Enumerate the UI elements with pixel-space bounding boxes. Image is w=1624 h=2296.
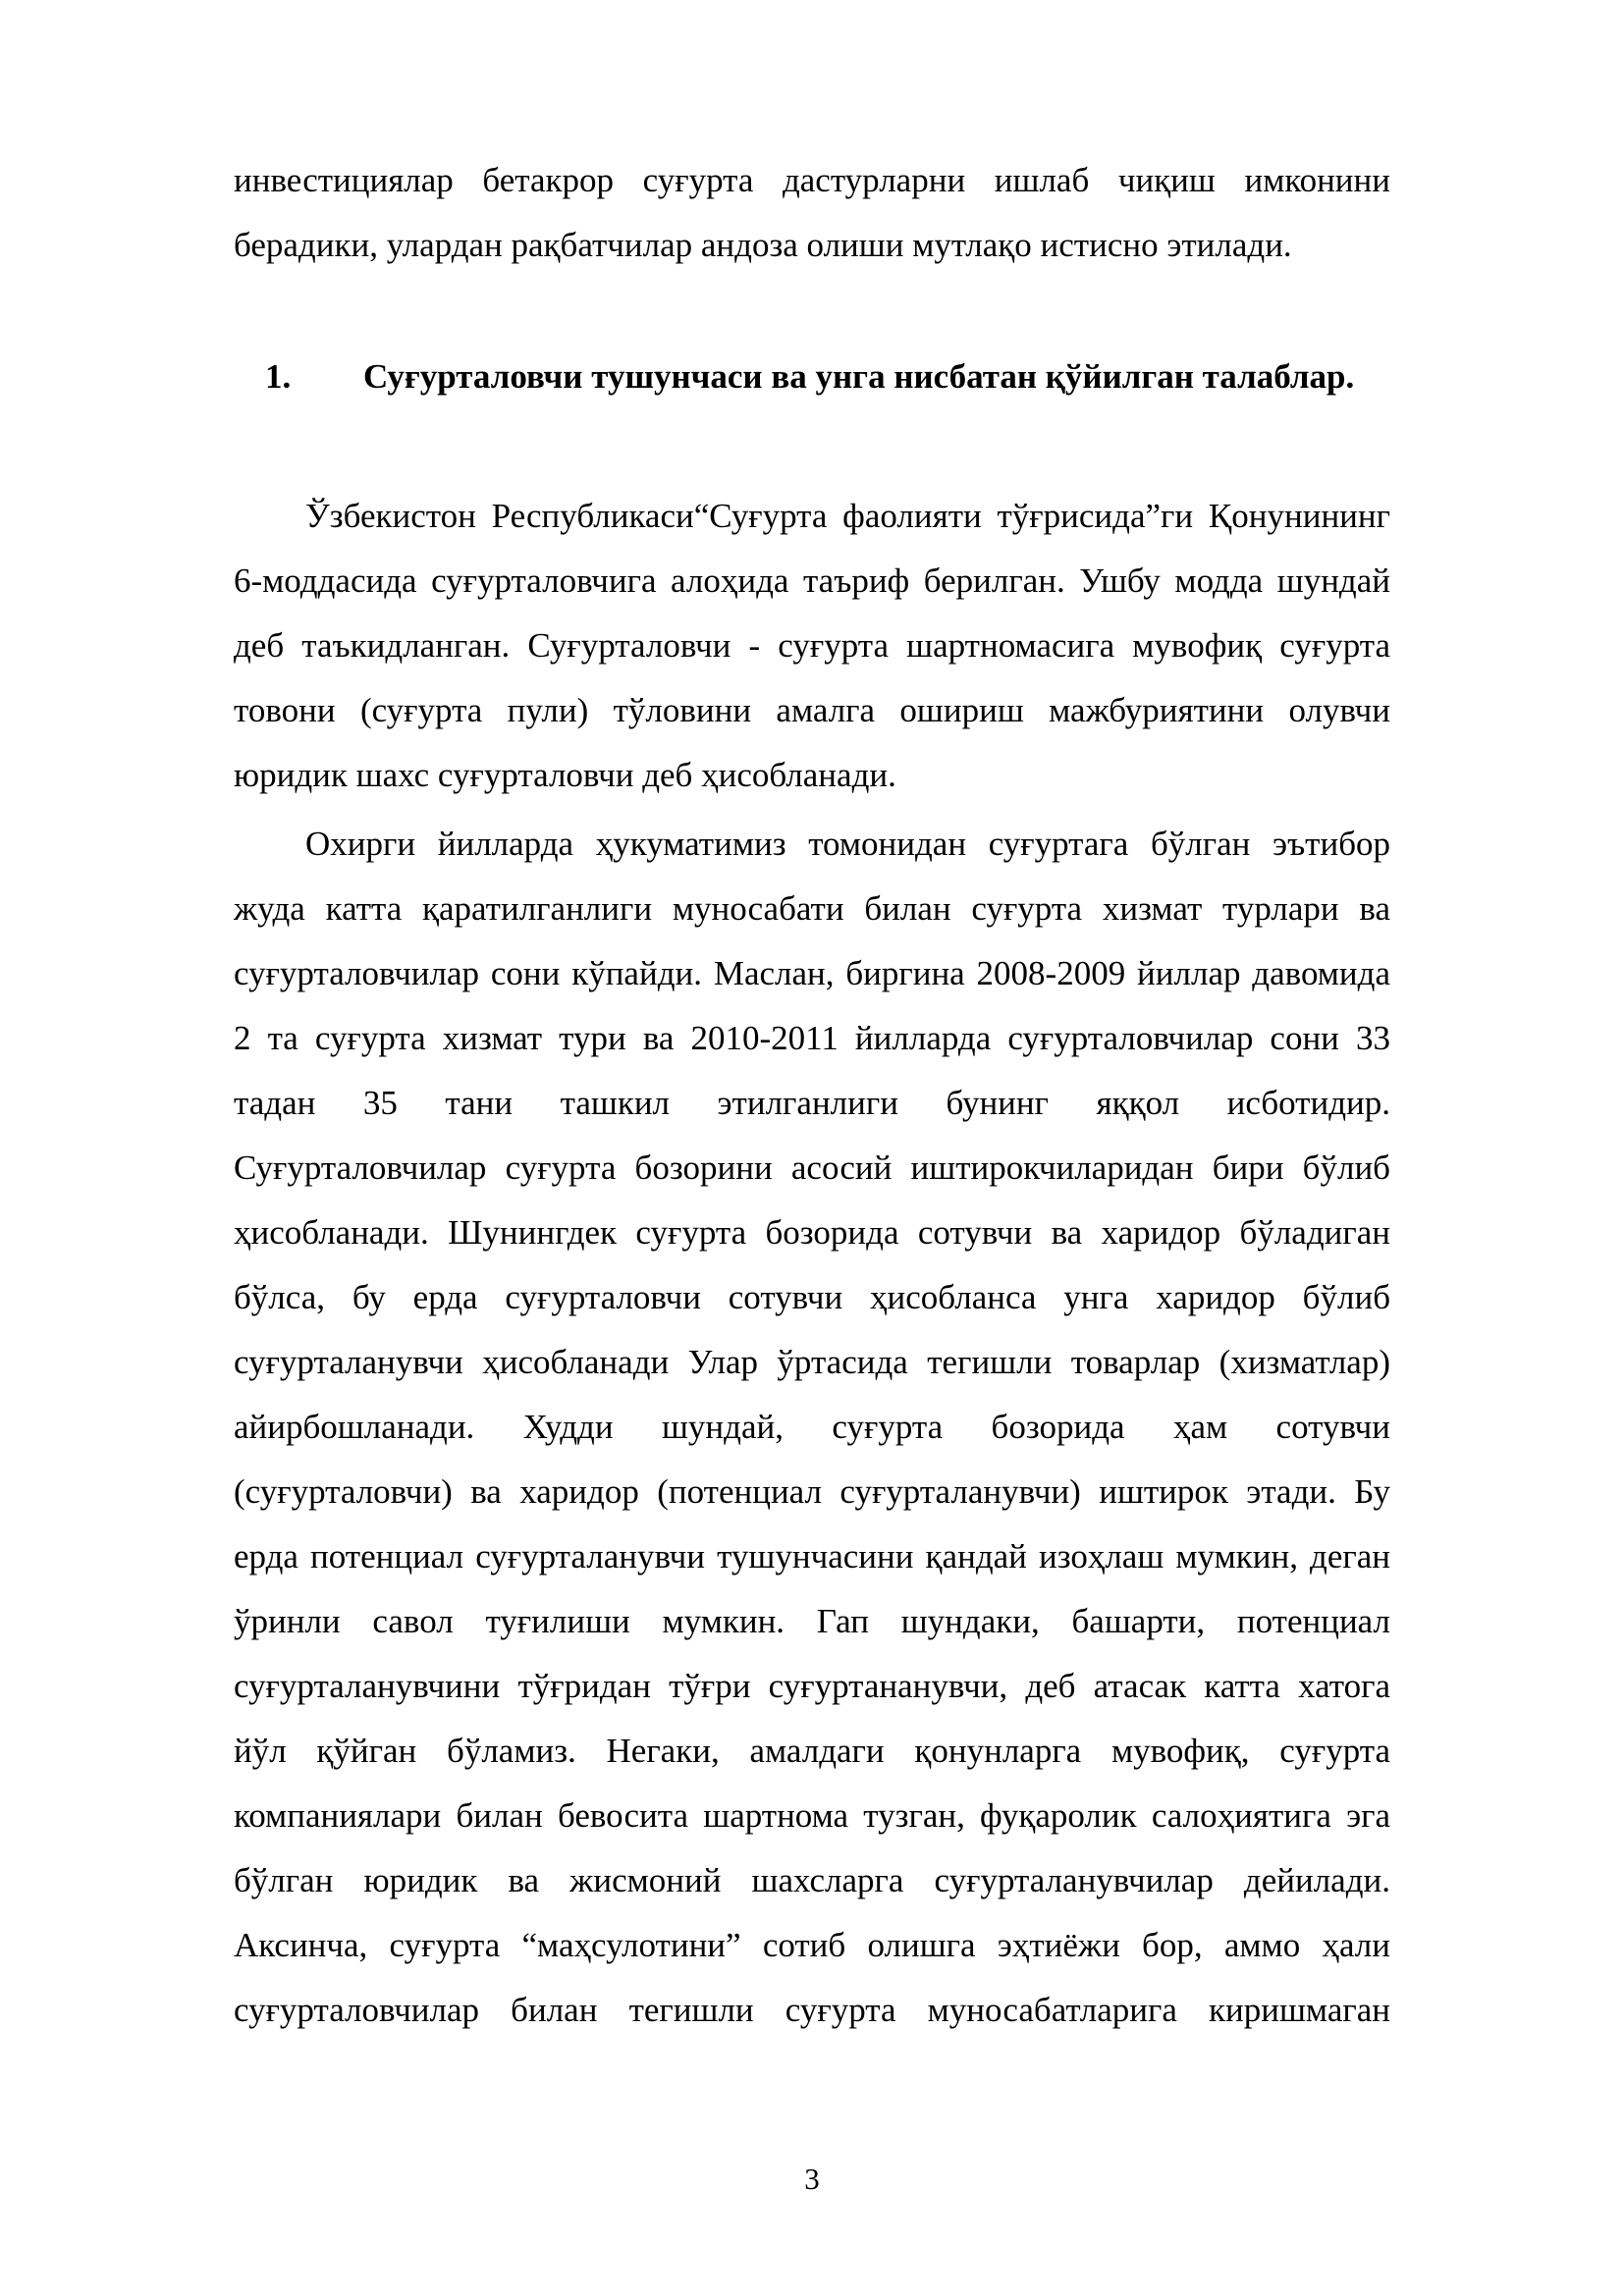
text-line: Аксинча, суғурта “маҳсулотини” сотиб олишга эҳтиёжи бор, аммо ҳали [234,1926,1390,1964]
text-line: Охирги йилларда ҳукуматимиз томонидан суғуртага бўлган эътибор [305,825,1390,863]
section-title: Суғурталовчи тушунчаси ва унга нисбатан қўйилган талаблар. [363,357,1355,396]
text-line: суғурталанувчини тўғридан тўғри суғуртананувчи, деб атасак катта хатога [234,1667,1390,1705]
text-line: ўринли савол туғилиши мумкин. Гап шундаки, башарти, потенциал [234,1602,1390,1640]
text-line: йўл қўйган бўламиз. Негаки, амалдаги қонунларга мувофиқ, суғурта [234,1732,1390,1770]
page-number: 3 [804,2162,820,2196]
text-line: Суғурталовчилар суғурта бозорини асосий иштирокчиларидан бири бўлиб [234,1148,1390,1187]
text-line: (суғурталовчи) ва харидор (потенциал суғурталанувчи) иштирок этади. Бу [234,1472,1390,1511]
text-line: 6-моддасида суғурталовчига алоҳида таъриф берилган. Ушбу модда шундай [234,561,1390,600]
text-line: суғурталовчилар сони кўпайди. Маслан, биргина 2008-2009 йиллар давомида [234,954,1390,992]
text-line: жуда катта қаратилганлиги муносабати билан суғурта хизмат турлари ва [234,889,1390,928]
text-line: бўлса, бу ерда суғурталовчи сотувчи ҳисобланса унга харидор бўлиб [234,1278,1390,1316]
text-line: суғурталовчилар билан тегишли суғурта муносабатларига киришмаган [234,1991,1390,2029]
text-line: инвестициялар бетакрор суғурта дастурларни ишлаб чиқиш имконини [234,161,1390,199]
text-line: бўлган юридик ва жисмоний шахсларга суғурталанувчилар дейилади. [234,1861,1390,1899]
text-line: юридик шахс суғурталовчи деб ҳисобланади. [234,756,896,794]
text-line: тадан 35 тани ташкил этилганлиги бунинг яққол исботидир. [234,1084,1390,1122]
text-line: компаниялари билан бевосита шартнома тузган, фуқаролик салоҳиятига эга [234,1796,1390,1835]
section-heading [265,353,1404,400]
text-line: товони (суғурта пули) тўловини амалга ошириш мажбуриятини олувчи [234,691,1390,729]
text-line: ҳисобланади. Шунингдек суғурта бозорида сотувчи ва харидор бўладиган [234,1213,1390,1252]
text-line: ерда потенциал суғурталанувчи тушунчасини қандай изоҳлаш мумкин, деган [234,1537,1390,1575]
text-line: айирбошланади. Худди шундай, суғурта бозорида ҳам сотувчи [234,1408,1390,1446]
section-number: 1. [265,357,292,396]
text-line: Ўзбекистон Республикаси“Суғурта фаолияти тўғрисида”ги Қонунининг [305,497,1390,535]
text-line: суғурталанувчи ҳисобланади Улар ўртасида тегишли товарлар (хизматлар) [234,1343,1390,1381]
text-line: 2 та суғурта хизмат тури ва 2010-2011 йилларда суғурталовчилар сони 33 [234,1019,1390,1057]
text-line: деб таъкидланган. Суғурталовчи - суғурта шартномасига мувофиқ суғурта [234,626,1390,665]
text-line: берадики, улардан рақбатчилар андоза олиши мутлақо истисно этилади. [234,226,1292,264]
